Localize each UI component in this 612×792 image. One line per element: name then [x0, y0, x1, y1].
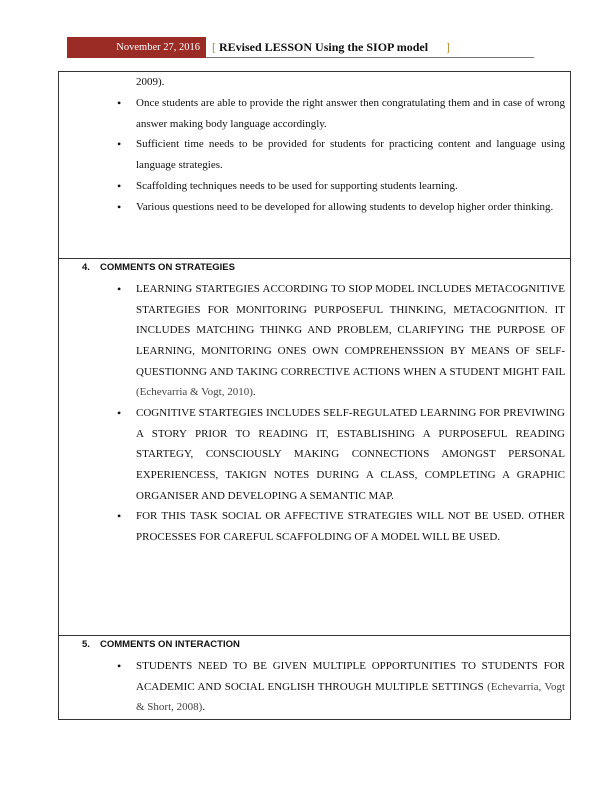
section-5-heading [82, 636, 570, 656]
list-item: • FOR THIS TASK SOCIAL OR AFFECTIVE STRATEGIES WILL NOT BE USED. OTHER PROCESSES FOR CAREFUL SCAFFOLDING OF A MODEL WILL BE USED. [136, 506, 565, 547]
citation: (Echevarria & Vogt, 2010) [136, 386, 253, 399]
section-5-cell [58, 635, 571, 720]
list-item: • COGNITIVE STARTEGIES INCLUDES SELF-REGULATED LEARNING FOR PREVIWING A STORY PRIOR TO READING IT, ESTABLISHING A PURPOSEFUL READING STARTEGY, CONSCIOUSLY MAKING CONNECTIONS AMONGST PERSONAL EXPERIENCESS, TAKIGN NOTES DURING A CLASS, COMPLETING A GRAPHIC ORGANISER AND DEVELOPING A SEMANTIC MAP. [136, 403, 565, 506]
list-item: • Sufficient time needs to be provided for students for practicing content and language using language strategies. [136, 134, 565, 176]
header-bracket-close: ] [446, 40, 451, 54]
list-item: • Various questions need to be developed for allowing students to develop higher order thinking. [136, 197, 565, 218]
section-4-number: 4. [82, 262, 90, 273]
section-3-cell [58, 71, 571, 259]
list-item [136, 279, 565, 403]
section-5-bullet-list [59, 656, 570, 718]
section-4-cell [58, 258, 571, 636]
section-4-bullet-list [59, 279, 570, 548]
list-item [136, 656, 565, 718]
bullet-end: . [252, 386, 256, 399]
citation: (Echevarria, Vogt & Short, 2008) [136, 680, 566, 714]
header-title-block [212, 37, 450, 58]
header-date: November 27, 2016 [67, 37, 206, 58]
continuation-text: 2009). [136, 76, 165, 88]
header-rule [206, 57, 534, 58]
bullet-end: . [202, 701, 206, 714]
header-title: REvised LESSON Using the SIOP model [219, 40, 429, 54]
section-5-title: COMMENTS ON INTERACTION [100, 639, 240, 650]
bullet-text: STUDENTS NEED TO BE GIVEN MULTIPLE OPPORTUNITIES TO STUDENTS FOR ACADEMIC AND SOCIAL ENGLISH THROUGH MULTIPLE SETTINGS [136, 660, 565, 693]
section-4-title: COMMENTS ON STRATEGIES [100, 262, 235, 273]
bullet-text: LEARNING STARTEGIES ACCORDING TO SIOP MODEL INCLUDES METACOGNITIVE STARTEGIES FOR MONITORING PURPOSEFUL THINKING, METACOGNITION. IT INCLUDES MATCHING THINKG AND PROBLEM, CLARIFYING THE PURPOSE OF LEARNING, MONITORING ONES OWN COMPREHENSSION BY MEANS OF SELF-QUESTIONNG AND TAKING CORRECTIVE ACTIONS WHEN A STUDENT MIGHT FAIL [136, 283, 565, 378]
header-bracket-open: [ [212, 40, 216, 54]
section-4-heading [82, 259, 570, 279]
section-5-number: 5. [82, 639, 90, 650]
list-item: • Scaffolding techniques needs to be used for supporting students learning. [136, 176, 565, 197]
list-item: • Once students are able to provide the right answer then congratulating them and in case of wrong answer making body language accordingly. [136, 93, 565, 135]
section-3-bullet-list [59, 93, 570, 218]
